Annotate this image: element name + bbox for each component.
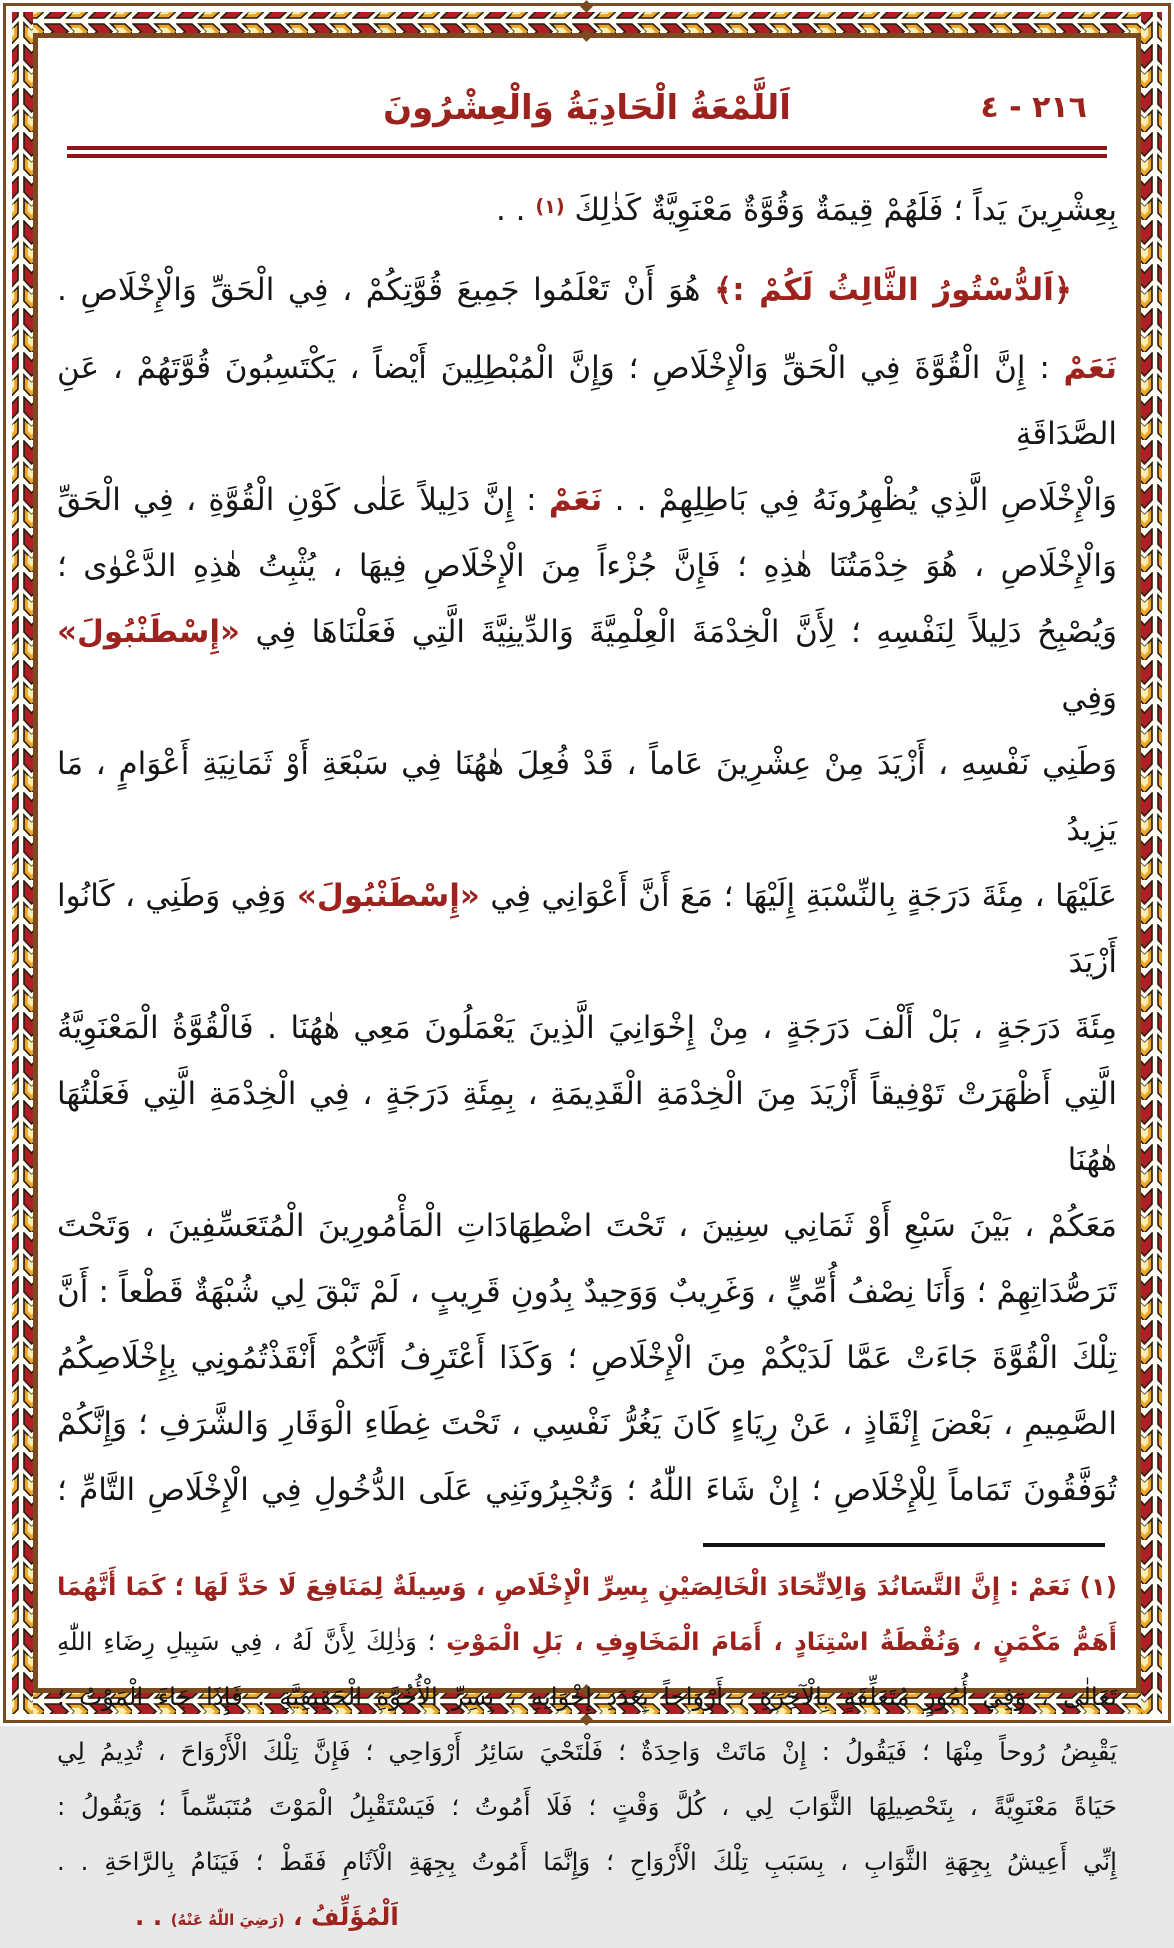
text-segment: مِئَةَ دَرَجَةٍ ، بَلْ أَلْفَ دَرَجَةٍ ، مِنْ إِخْوَانِيَ الَّذِينَ يَعْمَلُونَ مَعِي هٰهُنَا . فَالْقُوَّةُ الْمَعْنَوِيَّةُ <box>57 1010 1117 1046</box>
text-segment: «إِسْطَنْبُولَ» <box>296 878 480 914</box>
text-segment: بِعِشْرِينَ يَداً ؛ فَلَهُمْ قِيمَةٌ وَقُوَّةٌ مَعْنَوِيَّةٌ كَذٰلِكَ <box>564 192 1117 228</box>
text-segment: تِلْكَ الْقُوَّةَ جَاءَتْ عَمَّا لَدَيْكُمْ مِنَ الْإِخْلَاصِ ؛ وَكَذَا أَعْتَرِفُ أَنَّكُمْ أَنْقَذْتُمُونِي بِإِخْلَاصِكُمُ <box>57 1340 1117 1376</box>
text-segment: : إِنَّ دَلِيلاً عَلٰى كَوْنِ الْقُوَّةِ ، فِي الْحَقِّ <box>57 482 549 518</box>
paragraph-dustur <box>57 257 1117 323</box>
text-segment: تُوَفَّقُونَ تَمَاماً لِلْإِخْلَاصِ ؛ إِنْ شَاءَ اللّٰهُ ؛ وَتُجْبِرُونَنِي عَلَى الدُّخُولِ فِي الْإِخْلَاصِ التَّامِّ ؛ <box>57 1472 1117 1508</box>
text-segment: تَعَالٰى ، وَفِي أُمُورٍ مُتَعَلِّقَةٍ بِالْآخِرَةِ ، أَرْوَاحاً بِعَدَدِ إِخْوَانِهِ ، بِسِرِّ الْأُخُوَّةِ الْحَقِيقِيَّةِ . فَإِذَا جَاءَ الْمَوْتُ ؛ <box>57 1682 1117 1711</box>
text-line <box>57 1391 1117 1457</box>
text-line <box>57 1834 1117 1889</box>
text-segment: يَقْبِضُ رُوحاً مِنْهَا ؛ فَيَقُولُ : إِنْ مَاتَتْ وَاحِدَةٌ ؛ فَلْتَحْيَ سَائِرُ أَرْوَاحِي ؛ فَإِنَّ تِلْكَ الْأَرْوَاحَ ، تُدِيمُ لِي <box>57 1737 1117 1766</box>
text-segment: وَالْإِخْلَاصِ الَّذِي يُظْهِرُونَهُ فِي بَاطِلِهِمْ . . <box>602 482 1118 518</box>
text-segment: حَيَاةً مَعْنَوِيَّةً ، بِتَحْصِيلِهَا الثَّوَابَ لِي ، كُلَّ وَقْتٍ ؛ فَلَا أَمُوتُ ؛ فَيَسْتَقْبِلُ الْمَوْتَ مُتَبَسِّماً ؛ وَيَقُولُ : <box>57 1792 1117 1821</box>
text-line <box>57 1193 1117 1259</box>
chapter-title: اَللَّمْعَةُ الْحَادِيَةُ وَالْعِشْرُونَ <box>383 88 791 128</box>
footnote-ref-marker: (١) <box>535 195 565 218</box>
text-line <box>57 174 1117 243</box>
text-segment: هُوَ أَنْ تَعْلَمُوا جَمِيعَ قُوَّتِكُمْ ، فِي الْحَقِّ وَالْإِخْلَاصِ . <box>57 272 715 308</box>
body-text <box>57 174 1117 1523</box>
text-line <box>57 257 1117 323</box>
page-header <box>57 70 1117 146</box>
text-segment: اَلْمُؤَلِّفُ ، <box>284 1902 399 1931</box>
text-segment: . . <box>495 192 536 228</box>
text-line <box>57 731 1117 863</box>
text-line <box>57 1457 1117 1523</box>
text-segment: وَفِي وَطَنِي ، كَانُوا أَزْيَدَ <box>57 878 1117 980</box>
radi-allahu-anhu-seal: (رَضِيَ اللّٰهُ عَنْهُ) <box>170 1911 285 1929</box>
footnote <box>57 1559 1117 1948</box>
text-line <box>57 1779 1117 1834</box>
text-line <box>57 599 1117 731</box>
text-segment: (١) نَعَمْ : إِنَّ التَّسَانُدَ وَالِاتِّحَادَ الْخَالِصَيْنِ بِسِرِّ الْإِخْلَاصِ ، وَسِيلَةٌ لِمَنَافِعَ لَا حَدَّ لَهَا ؛ كَمَا أَنَّهُمَا <box>57 1572 1117 1601</box>
text-line <box>57 1669 1117 1724</box>
text-line <box>57 1724 1117 1779</box>
header-rule <box>67 146 1107 158</box>
text-segment: تَرَصُّدَاتِهِمْ ؛ وَأَنَا نِصْفُ أُمِّيٍّ ، وَغَرِيبٌ وَوَحِيدٌ بِدُونِ قَرِيبٍ ، لَمْ تَبْقَ لِي شُبْهَةٌ قَطْعاً : أَنَّ <box>57 1274 1117 1310</box>
footnote-separator <box>703 1543 1105 1547</box>
text-segment: الَّتِي أَظْهَرَتْ تَوْفِيقاً أَزْيَدَ مِنَ الْخِدْمَةِ الْقَدِيمَةِ ، بِمِئَةِ دَرَجَةٍ ، فِي الْخِدْمَةِ الَّتِي فَعَلْتُهَا هٰهُنَا <box>57 1076 1117 1178</box>
text-segment: عَلَيْهَا ، مِئَةَ دَرَجَةٍ بِالنِّسْبَةِ إِلَيْهَا ؛ مَعَ أَنَّ أَعْوَانِي فِي <box>479 878 1118 914</box>
page-content <box>40 40 1134 1931</box>
paragraph-continuation <box>57 174 1117 243</box>
text-line <box>57 1559 1117 1614</box>
text-line <box>57 1614 1117 1669</box>
text-segment: أَهَمُّ مَكْمَنٍ ، وَنُقْطَةُ اسْتِنَادٍ ، أَمَامَ الْمَخَاوِفِ ، بَلِ الْمَوْتِ <box>446 1627 1117 1656</box>
page-number: ٢١٦ - ٤ <box>980 90 1087 125</box>
text-line <box>57 1325 1117 1391</box>
text-segment: ؛ وَذٰلِكَ لِأَنَّ لَهُ ، فِي سَبِيلِ رِضَاءِ اللّٰهِ <box>57 1627 447 1656</box>
text-line <box>57 467 1117 533</box>
text-segment: وَفِي <box>1061 680 1117 716</box>
text-line <box>57 863 1117 995</box>
text-segment: : إِنَّ الْقُوَّةَ فِي الْحَقِّ وَالْإِخْلَاصِ ؛ وَإِنَّ الْمُبْطِلِينَ أَيْضاً ، يَكْتَسِبُونَ قُوَّتَهُمْ ، عَنِ الصَّدَاقَةِ <box>57 350 1117 452</box>
text-line <box>57 1259 1117 1325</box>
text-line <box>57 533 1117 599</box>
text-segment: مَعَكُمْ ، بَيْنَ سَبْعِ أَوْ ثَمَانِي سِنِينَ ، تَحْتَ اضْطِهَادَاتِ الْمَأْمُورِينَ الْمُتَعَسِّفِينَ ، وَتَحْتَ <box>57 1208 1117 1244</box>
text-segment: إِنِّي أَعِيشُ بِجِهَةِ الثَّوَابِ ، بِسَبَبِ تِلْكَ الْأَرْوَاحِ ؛ وَإِنَّمَا أَمُوتُ بِجِهَةِ الْآثَامِ فَقَطْ ؛ فَيَنَامُ بِالرَّاحَةِ . . <box>57 1847 1117 1876</box>
text-segment: . . <box>135 1902 171 1931</box>
text-segment: نَعَمْ <box>1063 350 1117 386</box>
text-segment: الصَّمِيمِ ، بَعْضَ إِنْقَاذٍ ، عَنْ رِيَاءٍ كَانَ يَغُرُّ نَفْسِي ، تَحْتَ غِطَاءِ الْوَقَارِ وَالشَّرَفِ ؛ وَإِنَّكُمْ <box>57 1406 1117 1442</box>
paragraph-main <box>57 335 1117 1523</box>
text-segment: وَيُصْبِحُ دَلِيلاً لِنَفْسِهِ ؛ لِأَنَّ الْخِدْمَةَ الْعِلْمِيَّةَ وَالدِّينِيَّةَ الَّتِي فَعَلْنَاهَا فِي <box>240 614 1117 650</box>
text-segment: «إِسْطَنْبُولَ» <box>57 614 241 650</box>
text-segment: نَعَمْ <box>548 482 603 518</box>
text-line <box>57 335 1117 467</box>
text-line <box>57 1061 1117 1193</box>
text-line <box>57 995 1117 1061</box>
text-segment: ﴿اَلدُّسْتُورُ الثَّالِثُ لَكُمْ :﴾ <box>714 272 1072 308</box>
text-line <box>57 1889 1117 1948</box>
text-segment: وَالْإِخْلَاصِ ، هُوَ خِدْمَتُنَا هٰذِهِ ؛ فَإِنَّ جُزْءاً مِنَ الْإِخْلَاصِ فِيهَا ، يُثْبِتُ هٰذِهِ الدَّعْوٰى ؛ <box>57 548 1117 584</box>
text-segment: وَطَنِي نَفْسِهِ ، أَزْيَدَ مِنْ عِشْرِينَ عَاماً ، قَدْ فُعِلَ هٰهُنَا فِي سَبْعَةِ أَوْ ثَمَانِيَةِ أَعْوَامٍ ، مَا يَزِيدُ <box>57 746 1117 848</box>
